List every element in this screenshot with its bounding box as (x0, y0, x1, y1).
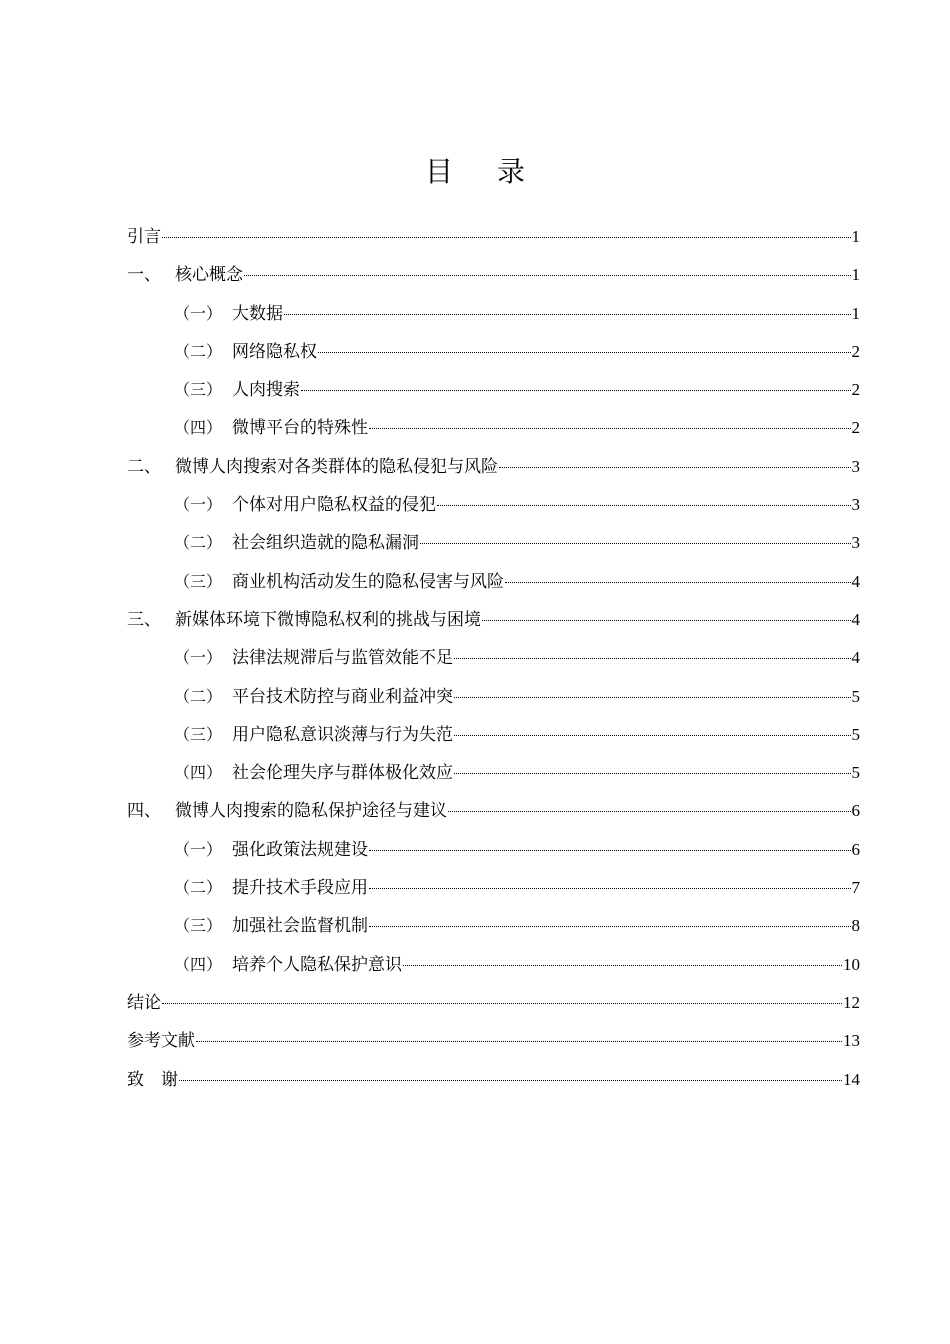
toc-entry[interactable] (127, 875, 860, 913)
toc-entry[interactable] (127, 1028, 860, 1066)
toc-entry-number: （三） (174, 380, 223, 400)
dot-leader (499, 467, 851, 468)
toc-entry-page-number: 1 (851, 303, 860, 323)
toc-entry[interactable] (127, 569, 860, 607)
toc-entry-number: 三、 (127, 609, 161, 630)
toc-entry-number: （四） (174, 763, 223, 783)
page-title (0, 150, 950, 190)
toc-entry-page-number: 8 (851, 916, 860, 936)
dot-leader (369, 850, 851, 851)
dot-leader (284, 314, 851, 315)
toc-entry-number: （二） (174, 533, 223, 553)
toc-entry-number: （一） (174, 839, 223, 859)
dot-leader (301, 390, 851, 391)
toc-entry-number: （一） (174, 648, 223, 668)
toc-entry-number: （四） (174, 954, 223, 974)
toc-entry-label: 人肉搜索 (232, 380, 300, 401)
dot-leader (196, 1041, 842, 1042)
toc-entry-page-number: 5 (851, 763, 860, 783)
toc-entry-page-number: 6 (851, 801, 860, 821)
toc-entry-page-number: 2 (851, 341, 860, 361)
toc-entry-page-number: 4 (851, 648, 860, 668)
toc-entry[interactable] (127, 684, 860, 722)
toc-entry-number: 四、 (127, 801, 161, 822)
dot-leader (454, 697, 851, 698)
toc-entry[interactable] (127, 760, 860, 798)
toc-entry-page-number: 13 (843, 1031, 860, 1051)
toc-entry-number: （一） (174, 495, 223, 515)
toc-entry[interactable] (127, 377, 860, 415)
toc-entry-label: 核心概念 (175, 265, 243, 286)
toc-entry[interactable] (127, 645, 860, 683)
dot-leader (420, 543, 851, 544)
toc-entry-page-number: 10 (843, 954, 860, 974)
toc-entry[interactable] (127, 1067, 860, 1105)
toc-entry-label: 商业机构活动发生的隐私侵害与风险 (232, 571, 504, 592)
toc-entry-number: （四） (174, 418, 223, 438)
dot-leader (505, 582, 851, 583)
toc-entry[interactable] (127, 339, 860, 377)
dot-leader (162, 237, 851, 238)
toc-entry-label: 社会组织造就的隐私漏洞 (232, 533, 419, 554)
toc-entry-page-number: 4 (851, 571, 860, 591)
toc-entry-label: 个体对用户隐私权益的侵犯 (232, 495, 436, 516)
dot-leader (162, 1003, 842, 1004)
toc-entry-label: 微博人肉搜索对各类群体的隐私侵犯与风险 (175, 456, 498, 477)
dot-leader (403, 965, 842, 966)
toc-entry-page-number: 3 (851, 495, 860, 515)
toc-entry-page-number: 3 (851, 533, 860, 553)
toc-entry-number: （三） (174, 916, 223, 936)
toc-entry-page-number: 7 (851, 878, 860, 898)
toc-entry[interactable] (127, 262, 860, 300)
toc-entry-label: 加强社会监督机制 (232, 916, 368, 937)
toc-entry-label: 强化政策法规建设 (232, 839, 368, 860)
toc-entry[interactable] (127, 952, 860, 990)
toc-entry[interactable] (127, 454, 860, 492)
toc-entry[interactable] (127, 990, 860, 1028)
toc-entry[interactable] (127, 913, 860, 951)
toc-entry-label: 社会伦理失序与群体极化效应 (232, 763, 453, 784)
dot-leader (318, 352, 851, 353)
toc-entry-number: （三） (174, 724, 223, 744)
toc-entry-number: 二、 (127, 456, 161, 477)
toc-entry-page-number: 3 (851, 456, 860, 476)
toc-entry-label: 网络隐私权 (232, 341, 317, 362)
dot-leader (369, 926, 851, 927)
toc-entry-label: 致 谢 (127, 1069, 178, 1090)
toc-entry[interactable] (127, 530, 860, 568)
toc-entry-page-number: 12 (843, 992, 860, 1012)
dot-leader (369, 428, 851, 429)
table-of-contents (127, 224, 860, 1105)
dot-leader (454, 658, 851, 659)
toc-entry[interactable] (127, 224, 860, 262)
page-title-char-1: 目 (424, 155, 453, 188)
toc-entry-label: 提升技术手段应用 (232, 878, 368, 899)
toc-entry-number: （一） (174, 303, 223, 323)
toc-entry-label: 参考文献 (127, 1031, 195, 1052)
toc-entry-page-number: 1 (851, 265, 860, 285)
toc-entry[interactable] (127, 415, 860, 453)
toc-entry-label: 平台技术防控与商业利益冲突 (232, 686, 453, 707)
toc-entry[interactable] (127, 722, 860, 760)
toc-entry-page-number: 1 (851, 227, 860, 246)
dot-leader (454, 735, 851, 736)
toc-entry-page-number: 2 (851, 380, 860, 400)
toc-entry-number: （三） (174, 571, 223, 591)
toc-entry-page-number: 4 (851, 609, 860, 629)
toc-entry-number: （二） (174, 341, 223, 361)
toc-entry[interactable] (127, 607, 860, 645)
dot-leader (448, 811, 851, 812)
page-title-char-2: 录 (497, 155, 526, 188)
toc-entry-label: 引言 (127, 227, 161, 247)
toc-entry-label: 新媒体环境下微博隐私权利的挑战与困境 (175, 609, 481, 630)
dot-leader (369, 888, 851, 889)
toc-entry-page-number: 5 (851, 724, 860, 744)
toc-entry-label: 大数据 (232, 303, 283, 324)
toc-entry-page-number: 5 (851, 686, 860, 706)
dot-leader (179, 1080, 842, 1081)
toc-entry-number: （二） (174, 686, 223, 706)
toc-entry[interactable] (127, 301, 860, 339)
toc-entry-number: 一、 (127, 265, 161, 286)
toc-entry-label: 结论 (127, 992, 161, 1013)
toc-entry-number: （二） (174, 878, 223, 898)
toc-entry-label: 微博平台的特殊性 (232, 418, 368, 439)
toc-entry[interactable] (127, 492, 860, 530)
toc-entry-page-number: 6 (851, 839, 860, 859)
dot-leader (437, 505, 851, 506)
dot-leader (454, 773, 851, 774)
toc-entry[interactable] (127, 837, 860, 875)
toc-entry-label: 法律法规滞后与监管效能不足 (232, 648, 453, 669)
toc-entry-label: 用户隐私意识淡薄与行为失范 (232, 724, 453, 745)
dot-leader (482, 620, 851, 621)
toc-entry-label: 培养个人隐私保护意识 (232, 954, 402, 975)
toc-entry-label: 微博人肉搜索的隐私保护途径与建议 (175, 801, 447, 822)
toc-entry-page-number: 14 (843, 1069, 860, 1089)
toc-entry-page-number: 2 (851, 418, 860, 438)
dot-leader (244, 275, 851, 276)
toc-entry[interactable] (127, 798, 860, 836)
